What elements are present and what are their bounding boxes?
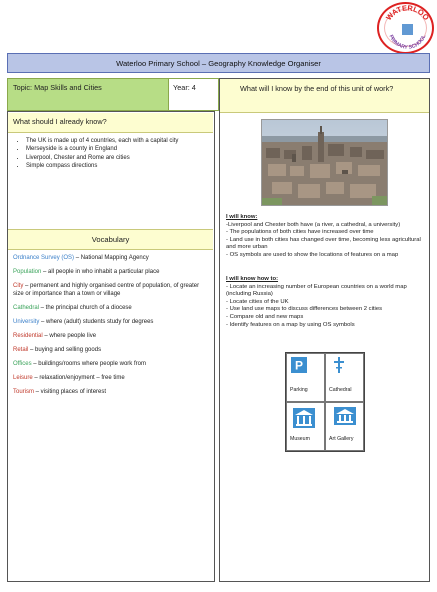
topic-label: Topic: Map Skills and Cities (8, 79, 169, 110)
cathedral-icon (332, 357, 346, 373)
vocab-item (13, 333, 210, 341)
list-item: • The UK is made up of 4 countries, each with a capital city (26, 137, 209, 145)
will-know-section (226, 214, 426, 260)
museum-icon (293, 408, 315, 428)
vocab-item (13, 255, 210, 263)
os-symbols-grid (285, 352, 365, 452)
prior-knowledge-heading: What should I already know? (8, 113, 213, 133)
vocab-definition: – permanent and highly organised centre of population, of greater size or importance than a town or village (13, 282, 200, 297)
vocab-term: Population (13, 268, 42, 275)
vocab-item (13, 347, 210, 355)
list-item: - Land use in both cities has changed over time, becoming less agricultural and more urban (226, 236, 421, 251)
vocabulary-heading (8, 229, 213, 250)
svg-text:P: P (294, 358, 304, 373)
list-item: - Compare old and new maps (226, 313, 304, 320)
list-item: - The populations of both cities have increased over time (226, 229, 374, 236)
vocab-item (13, 305, 210, 313)
logo-line2: PRIMARY SCHOOL (387, 34, 428, 51)
how-to-title: I will know how to: (226, 276, 279, 282)
vocab-item (13, 283, 210, 299)
symbol-label: Parking (290, 387, 308, 393)
list-item: - Locate cities of the UK (226, 298, 289, 305)
topic-row (7, 78, 219, 111)
page-title (7, 53, 430, 73)
vocab-term: Cathedral (13, 304, 40, 311)
page-title-text: Waterloo Primary School – Geography Knowledge Organiser (116, 58, 321, 68)
vocab-item (13, 269, 210, 277)
vocabulary-heading-text: Vocabulary (91, 235, 130, 244)
vocab-term: Offices (13, 360, 32, 367)
list-item: - Identify features on a map by using OS symbols (226, 321, 355, 328)
symbol-art-gallery (325, 402, 364, 451)
symbol-label: Museum (290, 436, 310, 442)
vocab-term: University (13, 318, 40, 325)
vocab-item (13, 389, 210, 397)
list-item: • Simple compass directions (26, 162, 209, 170)
list-item: • Liverpool, Chester and Rome are cities (26, 154, 209, 162)
vocab-term: Residential (13, 332, 43, 339)
vocabulary-list (13, 255, 210, 403)
logo-line1: WATERLOO (384, 4, 432, 22)
symbol-label: Art Gallery (329, 436, 354, 442)
vocab-definition: – buildings/rooms where people work from (31, 360, 146, 367)
vocab-term: Tourism (13, 388, 35, 395)
prior-knowledge-list (14, 137, 209, 171)
vocab-definition: – where people live (42, 332, 97, 339)
svg-text:PRIMARY SCHOOL (388, 33, 428, 51)
vocab-definition: – visiting places of interest (34, 388, 107, 395)
symbol-parking (286, 353, 325, 402)
art-gallery-icon (334, 407, 356, 425)
list-item: - OS symbols are used to show the locations of features on a map (226, 251, 399, 258)
city-aerial-photo (261, 119, 388, 206)
vocab-term: City (13, 282, 24, 289)
vocab-definition: – relaxation/enjoyment – free time (32, 374, 125, 381)
vocab-definition: – the principal church of a diocese (39, 304, 132, 311)
vocab-definition: – all people in who inhabit a particular place (41, 268, 160, 275)
vocab-item (13, 361, 210, 369)
svg-text:WATERLOO (384, 4, 431, 22)
vocab-definition: – National Mapping Agency (74, 255, 149, 261)
vocab-term: Leisure (13, 374, 33, 381)
vocab-item (13, 319, 210, 327)
outcomes-heading: What will I know by the end of this unit of work? (220, 79, 429, 113)
year-label: Year: 4 (169, 79, 218, 110)
list-item: -Liverpool and Chester both have (a river, a cathedral, a university) (226, 221, 401, 228)
vocab-item (13, 375, 210, 383)
vocab-term: Retail (13, 346, 29, 353)
vocab-term: Ordnance Survey (OS) (13, 255, 75, 261)
vocab-definition: – buying and selling goods (28, 346, 102, 353)
will-know-title: I will know: (226, 214, 258, 220)
school-logo (377, 2, 434, 54)
list-item: - Locate an increasing number of European countries on a world map (including Russia) (226, 283, 407, 298)
symbol-cathedral (325, 353, 364, 402)
how-to-section (226, 276, 426, 329)
list-item: - Use land use maps to discuss differences between 2 cities (226, 306, 383, 313)
symbol-label: Cathedral (329, 387, 352, 393)
vocab-definition: – where (adult) students study for degrees (39, 318, 154, 325)
parking-icon (291, 357, 307, 373)
symbol-museum (286, 402, 325, 451)
list-item: • Merseyside is a county in England (26, 145, 209, 153)
